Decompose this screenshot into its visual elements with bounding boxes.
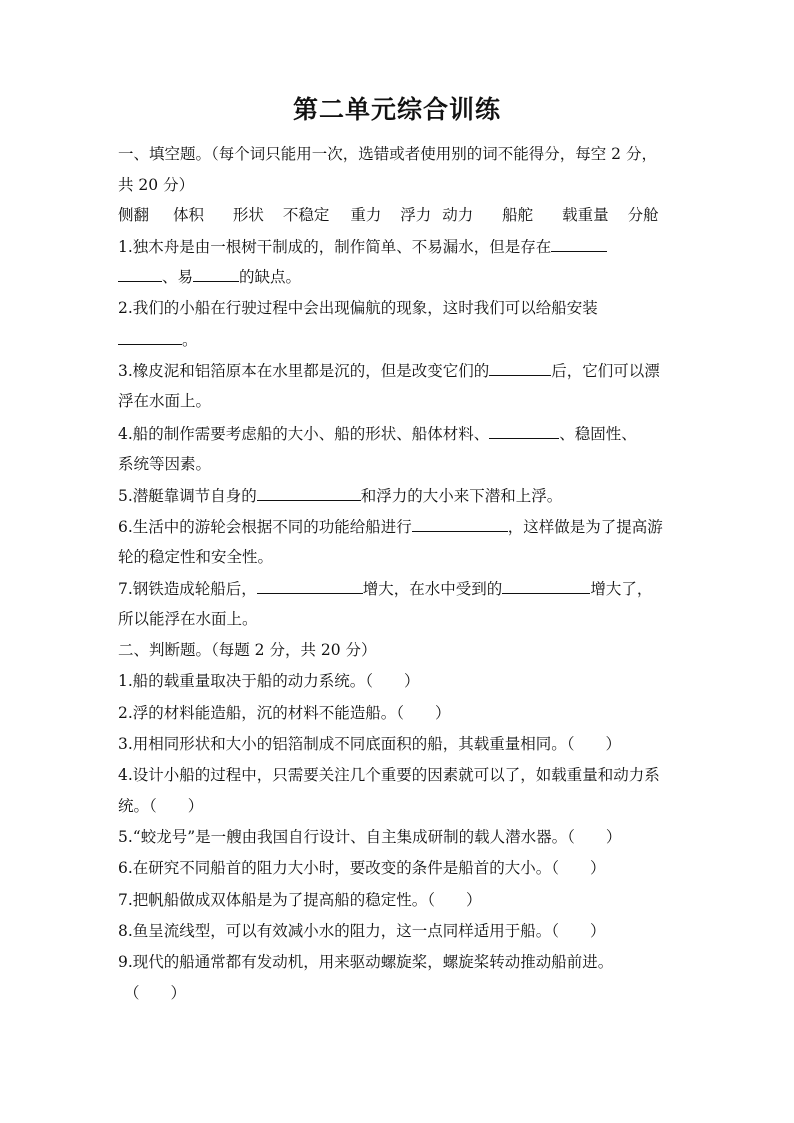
question-1-cont (118, 265, 301, 288)
word-bank-item: 形状 (232, 206, 264, 224)
question-text: 6.生活中的游轮会根据不同的功能给船进行 (118, 518, 412, 536)
section1-heading: 一、填空题。（每个词只能用一次，选错或者使用别的词不能得分，每空 2 分， (118, 145, 657, 163)
tf-question-7: 7.把帆船做成双体船是为了提高船的稳定性。（ ） (118, 891, 482, 909)
question-3-cont: 浮在水面上。 (118, 392, 212, 410)
word-bank-item: 不稳定 (282, 206, 330, 224)
tf-question-5: 5.“蛟龙号”是一艘由我国自行设计、自主集成研制的载人潜水器。（ ） (118, 828, 622, 846)
answer-blank[interactable] (412, 515, 508, 532)
question-4 (118, 422, 637, 445)
word-bank-item: 分舱 (627, 206, 659, 224)
question-6 (118, 515, 663, 538)
word-bank-item: 船舵 (502, 206, 534, 224)
question-text: 。 (182, 331, 198, 349)
question-1 (118, 235, 607, 258)
question-text: 和浮力的大小来下潜和上浮。 (360, 487, 563, 505)
tf-question-2: 2.浮的材料能造船，沉的材料不能造船。（ ） (118, 704, 451, 722)
word-bank-item: 体积 (172, 206, 204, 224)
answer-blank[interactable] (118, 328, 182, 345)
answer-blank[interactable] (551, 235, 607, 252)
answer-blank[interactable] (502, 577, 590, 594)
question-text: 4.船的制作需要考虑船的大小、船的形状、船体材料、 (118, 425, 490, 443)
word-bank-item: 动力 (442, 206, 474, 224)
question-text: 、稳固性、 (559, 425, 637, 443)
question-text: 后，它们可以漂 (551, 362, 660, 380)
question-text: ，这样做是为了提高游 (507, 518, 663, 536)
section1-heading-cont: 共 20 分） (118, 176, 195, 194)
section2-heading: 二、判断题。（每题 2 分，共 20 分） (118, 641, 377, 659)
tf-question-3: 3.用相同形状和大小的铝箔制成不同底面积的船，其载重量相同。（ ） (118, 735, 622, 753)
tf-question-9: 9.现代的船通常都有发动机，用来驱动螺旋桨，螺旋桨转动推动船前进。 (118, 953, 614, 971)
answer-blank[interactable] (193, 265, 239, 282)
question-5 (118, 484, 562, 507)
question-4-cont: 系统等因素。 (118, 455, 212, 473)
answer-blank[interactable] (118, 265, 162, 282)
answer-blank[interactable] (257, 484, 361, 501)
tf-question-6: 6.在研究不同船首的阻力大小时，要改变的条件是船首的大小。（ ） (118, 859, 606, 877)
question-text: 增大，在水中受到的 (362, 580, 503, 598)
question-2: 2.我们的小船在行驶过程中会出现偏航的现象，这时我们可以给船安装 (118, 299, 598, 317)
question-text: 增大了， (590, 580, 653, 598)
word-bank-item: 载重量 (562, 206, 609, 224)
answer-blank[interactable] (489, 359, 551, 376)
page-title: 第二单元综合训练 (292, 95, 501, 124)
word-bank-item: 侧翻 (118, 206, 150, 224)
question-text: 5.潜艇靠调节自身的 (118, 487, 257, 505)
word-bank (118, 204, 659, 226)
answer-blank[interactable] (257, 577, 363, 594)
tf-question-1: 1.船的载重量取决于船的动力系统。（ ） (118, 672, 420, 690)
question-text: 的缺点。 (239, 268, 302, 286)
tf-question-8: 8.鱼呈流线型，可以有效减小水的阻力，这一点同样适用于船。（ ） (118, 922, 606, 940)
question-6-cont: 轮的稳定性和安全性。 (118, 548, 274, 566)
question-text: 、易 (162, 268, 194, 286)
question-text: 3.橡皮泥和铝箔原本在水里都是沉的，但是改变它们的 (118, 362, 490, 380)
word-bank-item: 重力 (350, 206, 382, 224)
question-7-cont: 所以能浮在水面上。 (118, 610, 258, 628)
question-3 (118, 359, 660, 382)
answer-blank[interactable] (489, 422, 559, 439)
question-text: 7.钢铁造成轮船后， (118, 580, 257, 598)
question-7 (118, 577, 652, 600)
word-bank-item: 浮力 (400, 206, 432, 224)
tf-question-9-cont: （ ） (124, 984, 187, 1002)
question-2-cont (118, 328, 198, 351)
tf-question-4-cont: 统。（ ） (118, 797, 204, 815)
question-text: 1.独木舟是由一根树干制成的，制作简单、不易漏水，但是存在 (118, 238, 552, 256)
tf-question-4: 4.设计小船的过程中，只需要关注几个重要的因素就可以了，如载重量和动力系 (118, 766, 660, 784)
